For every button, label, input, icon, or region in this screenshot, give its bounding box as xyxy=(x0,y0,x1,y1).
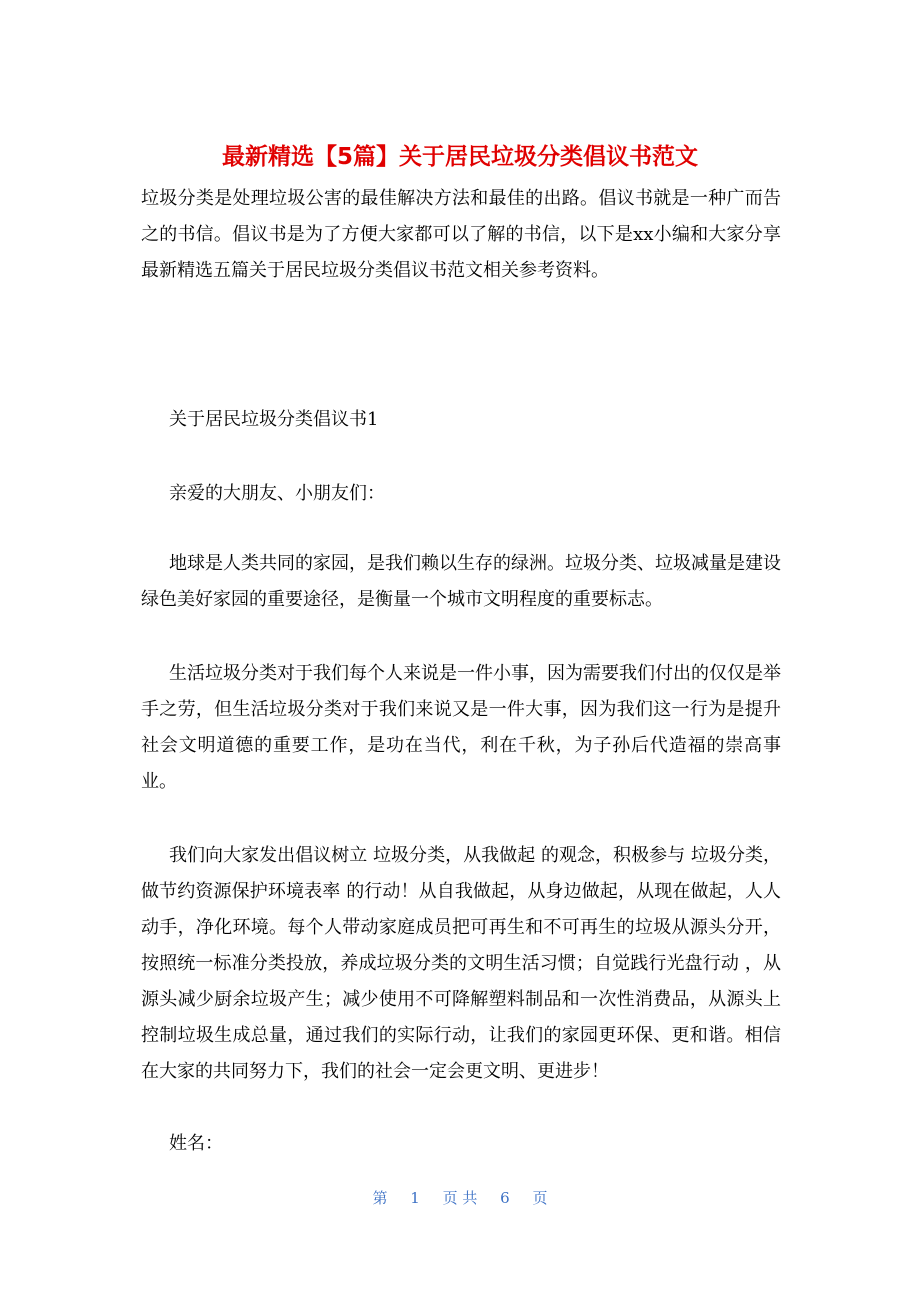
page-footer xyxy=(0,1186,920,1210)
body-paragraph-1: 地球是人类共同的家园，是我们赖以生存的绿洲。垃圾分类、垃圾减量是建设绿色美好家园的重要途径，是衡量一个城市文明程度的重要标志。 xyxy=(141,553,781,610)
section-heading: 关于居民垃圾分类倡议书1 xyxy=(169,409,379,430)
body-paragraph-3: 我们向大家发出倡议树立 垃圾分类，从我做起 的观念，积极参与 垃圾分类，做节约资源保护环境表率 的行动！从自我做起，从身边做起，从现在做起，人人动手，净化环境。每个人带动家庭成员把可再生和不可再生的垃圾从源头分开，按照统一标准分类投放，养成垃圾分类的文明生活习惯；自觉践行光盘行动 ，从源头减少厨余垃圾产生；减少使用不可降解塑料制品和一次性消费品，从源头上控制垃圾生成总量，通过我们的实际行动，让我们的家园更环保、更和谐。相信在大家的共同努力下，我们的社会一定会更文明、更进步！ xyxy=(141,845,781,1082)
greeting: 亲爱的大朋友、小朋友们： xyxy=(169,483,385,504)
document-title: 最新精选【5篇】关于居民垃圾分类倡议书范文 xyxy=(221,144,698,170)
footer-label-pages: 页 xyxy=(532,1189,548,1207)
footer-label-of: 页 共 xyxy=(442,1189,478,1207)
body-paragraph-2: 生活垃圾分类对于我们每个人来说是一件小事，因为需要我们付出的仅仅是举手之劳，但生活垃圾分类对于我们来说又是一件大事，因为我们这一行为是提升社会文明道德的重要工作，是功在当代，利在千秋，为子孙后代造福的崇高事业。 xyxy=(141,663,781,792)
footer-current-page: 1 xyxy=(410,1189,420,1207)
footer-total-pages: 6 xyxy=(500,1189,510,1207)
footer-label-page: 第 xyxy=(372,1189,388,1207)
intro-paragraph: 垃圾分类是处理垃圾公害的最佳解决方法和最佳的出路。倡议书就是一种广而告之的书信。倡议书是为了方便大家都可以了解的书信，以下是xx小编和大家分享最新精选五篇关于居民垃圾分类倡议书范文相关参考资料。 xyxy=(141,188,781,281)
name-label: 姓名： xyxy=(169,1133,223,1154)
